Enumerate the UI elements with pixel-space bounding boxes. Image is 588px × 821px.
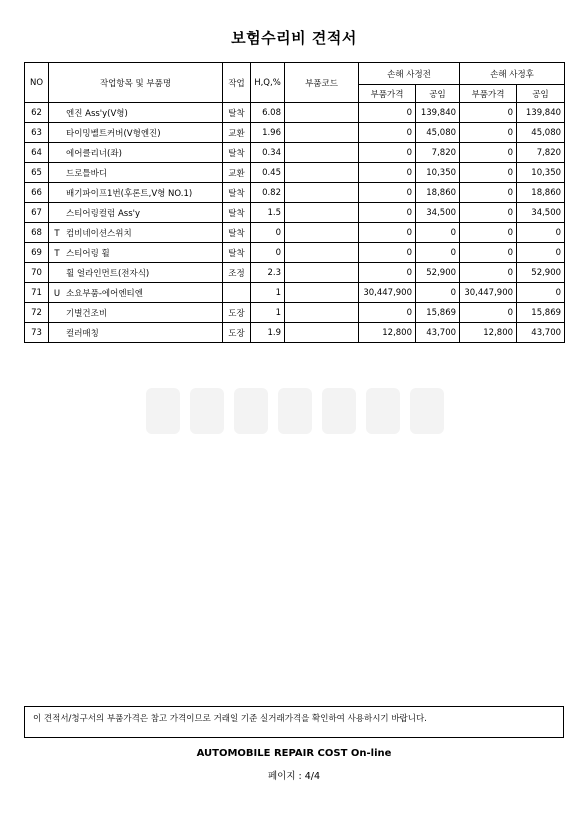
row-item [49, 223, 223, 243]
row-before-price: 12,800 [359, 323, 416, 343]
row-work: 교환 [223, 163, 251, 183]
row-before-labor: 7,820 [416, 143, 460, 163]
row-after-price: 12,800 [460, 323, 517, 343]
col-after-price-header: 부품가격 [460, 85, 517, 103]
row-item-name: 스티어링컬럼 Ass'y [66, 208, 141, 219]
col-work-header: 작업 [223, 63, 251, 103]
row-no: 72 [25, 303, 49, 323]
row-code [285, 223, 359, 243]
row-item [49, 103, 223, 123]
row-after-labor: 139,840 [517, 103, 565, 123]
row-item-name: 휠 얼라인먼트(전자식) [66, 268, 150, 279]
page-number: 페이지 : 4/4 [267, 771, 321, 782]
table-row [25, 283, 565, 303]
row-after-labor: 10,350 [517, 163, 565, 183]
row-before-labor: 34,500 [416, 203, 460, 223]
table-row [25, 243, 565, 263]
row-item [49, 323, 223, 343]
row-before-price: 30,447,900 [359, 283, 416, 303]
row-item [49, 283, 223, 303]
row-code [285, 163, 359, 183]
row-code [285, 183, 359, 203]
row-work [223, 283, 251, 303]
row-item [49, 183, 223, 203]
row-code [285, 303, 359, 323]
row-code [285, 283, 359, 303]
table-row [25, 303, 565, 323]
row-hq: 1 [251, 303, 285, 323]
row-hq: 0 [251, 223, 285, 243]
table-body [25, 103, 565, 343]
row-hq: 1.9 [251, 323, 285, 343]
row-work: 도장 [223, 323, 251, 343]
row-mark: T [54, 248, 60, 259]
notice-box: 이 견적서/청구서의 부품가격은 참고 가격이므로 거래일 기준 실거래가격을 확인하여 사용하시기 바랍니다. [24, 706, 564, 738]
row-before-price: 0 [359, 163, 416, 183]
row-after-labor: 52,900 [517, 263, 565, 283]
row-after-price: 0 [460, 263, 517, 283]
row-item-name: 소요부품-에어엔티엔 [66, 288, 143, 299]
col-before-price-header: 부품가격 [359, 85, 416, 103]
row-before-price: 0 [359, 203, 416, 223]
row-code [285, 263, 359, 283]
table-row [25, 143, 565, 163]
row-item-name: 타이밍벨트커버(V형엔진) [66, 128, 161, 139]
row-item-name: 컴비네이션스위치 [66, 228, 132, 239]
row-before-labor: 0 [416, 283, 460, 303]
row-no: 62 [25, 103, 49, 123]
row-code [285, 203, 359, 223]
row-item-name: 배기파이프1번(후론트,V형 NO.1) [66, 188, 193, 199]
row-before-price: 0 [359, 103, 416, 123]
row-after-price: 30,447,900 [460, 283, 517, 303]
row-no: 73 [25, 323, 49, 343]
row-hq: 1.5 [251, 203, 285, 223]
row-after-labor: 0 [517, 283, 565, 303]
row-item [49, 243, 223, 263]
col-item-header: 작업항목 및 부품명 [49, 63, 223, 103]
row-before-labor: 18,860 [416, 183, 460, 203]
row-item [49, 263, 223, 283]
row-hq: 6.08 [251, 103, 285, 123]
table-row [25, 103, 565, 123]
table-row [25, 323, 565, 343]
row-work: 도장 [223, 303, 251, 323]
col-before-header: 손해 사정전 [359, 63, 460, 85]
row-hq: 2.3 [251, 263, 285, 283]
row-no: 67 [25, 203, 49, 223]
estimate-table [24, 62, 565, 343]
row-work: 탈착 [223, 183, 251, 203]
row-after-price: 0 [460, 123, 517, 143]
row-hq: 0.82 [251, 183, 285, 203]
row-no: 63 [25, 123, 49, 143]
row-code [285, 143, 359, 163]
row-no: 69 [25, 243, 49, 263]
row-after-price: 0 [460, 303, 517, 323]
row-after-price: 0 [460, 163, 517, 183]
row-item [49, 203, 223, 223]
row-item-name: 기별건조비 [66, 308, 108, 319]
row-after-labor: 7,820 [517, 143, 565, 163]
col-no-header: NO [25, 63, 49, 103]
row-before-labor: 0 [416, 243, 460, 263]
row-before-price: 0 [359, 263, 416, 283]
row-item-name: 드로틀바디 [66, 168, 108, 179]
row-code [285, 123, 359, 143]
row-after-labor: 15,869 [517, 303, 565, 323]
row-no: 65 [25, 163, 49, 183]
row-before-labor: 10,350 [416, 163, 460, 183]
row-mark: U [53, 288, 61, 299]
col-before-labor-header: 공임 [416, 85, 460, 103]
table-row [25, 223, 565, 243]
row-item [49, 163, 223, 183]
row-before-price: 0 [359, 183, 416, 203]
table-row [25, 183, 565, 203]
row-work: 탈착 [223, 243, 251, 263]
row-after-labor: 0 [517, 223, 565, 243]
col-after-header: 손해 사정후 [460, 63, 565, 85]
row-no: 70 [25, 263, 49, 283]
row-item [49, 143, 223, 163]
row-after-price: 0 [460, 203, 517, 223]
row-item-name: 에어클리너(좌) [66, 148, 122, 159]
row-before-labor: 139,840 [416, 103, 460, 123]
row-item-name: 엔진 Ass'y(V형) [66, 108, 128, 119]
row-before-price: 0 [359, 303, 416, 323]
row-before-labor: 45,080 [416, 123, 460, 143]
row-item-name: 스티어링 휠 [66, 248, 110, 259]
table-row [25, 203, 565, 223]
row-before-price: 0 [359, 123, 416, 143]
row-code [285, 103, 359, 123]
row-item [49, 123, 223, 143]
row-no: 71 [25, 283, 49, 303]
footer-brand: AUTOMOBILE REPAIR COST On-line [196, 748, 392, 759]
row-hq: 0.34 [251, 143, 285, 163]
row-no: 64 [25, 143, 49, 163]
document-title: 보험수리비 견적서 [231, 29, 357, 47]
row-after-price: 0 [460, 143, 517, 163]
table-row [25, 263, 565, 283]
row-mark: T [54, 228, 60, 239]
col-after-labor-header: 공임 [517, 85, 565, 103]
row-hq: 0.45 [251, 163, 285, 183]
row-after-labor: 45,080 [517, 123, 565, 143]
row-before-labor: 43,700 [416, 323, 460, 343]
table-row [25, 123, 565, 143]
row-after-labor: 18,860 [517, 183, 565, 203]
col-hq-header: H,Q,% [251, 63, 285, 103]
row-code [285, 243, 359, 263]
row-work: 탈착 [223, 143, 251, 163]
row-after-price: 0 [460, 103, 517, 123]
row-before-labor: 52,900 [416, 263, 460, 283]
row-before-price: 0 [359, 143, 416, 163]
col-code-header: 부품코드 [285, 63, 359, 103]
row-after-labor: 43,700 [517, 323, 565, 343]
row-no: 66 [25, 183, 49, 203]
row-before-price: 0 [359, 243, 416, 263]
row-work: 탈착 [223, 203, 251, 223]
row-hq: 0 [251, 243, 285, 263]
table-header-row [25, 63, 565, 85]
row-after-labor: 34,500 [517, 203, 565, 223]
row-hq: 1 [251, 283, 285, 303]
row-work: 탈착 [223, 103, 251, 123]
watermark [146, 384, 444, 438]
row-after-price: 0 [460, 243, 517, 263]
row-no: 68 [25, 223, 49, 243]
row-work: 조정 [223, 263, 251, 283]
row-work: 탈착 [223, 223, 251, 243]
row-before-labor: 15,869 [416, 303, 460, 323]
row-after-price: 0 [460, 223, 517, 243]
row-hq: 1.96 [251, 123, 285, 143]
row-item-name: 컬러매칭 [66, 328, 99, 339]
row-item [49, 303, 223, 323]
row-before-price: 0 [359, 223, 416, 243]
table-row [25, 163, 565, 183]
row-before-labor: 0 [416, 223, 460, 243]
row-after-labor: 0 [517, 243, 565, 263]
row-work: 교환 [223, 123, 251, 143]
row-code [285, 323, 359, 343]
row-after-price: 0 [460, 183, 517, 203]
